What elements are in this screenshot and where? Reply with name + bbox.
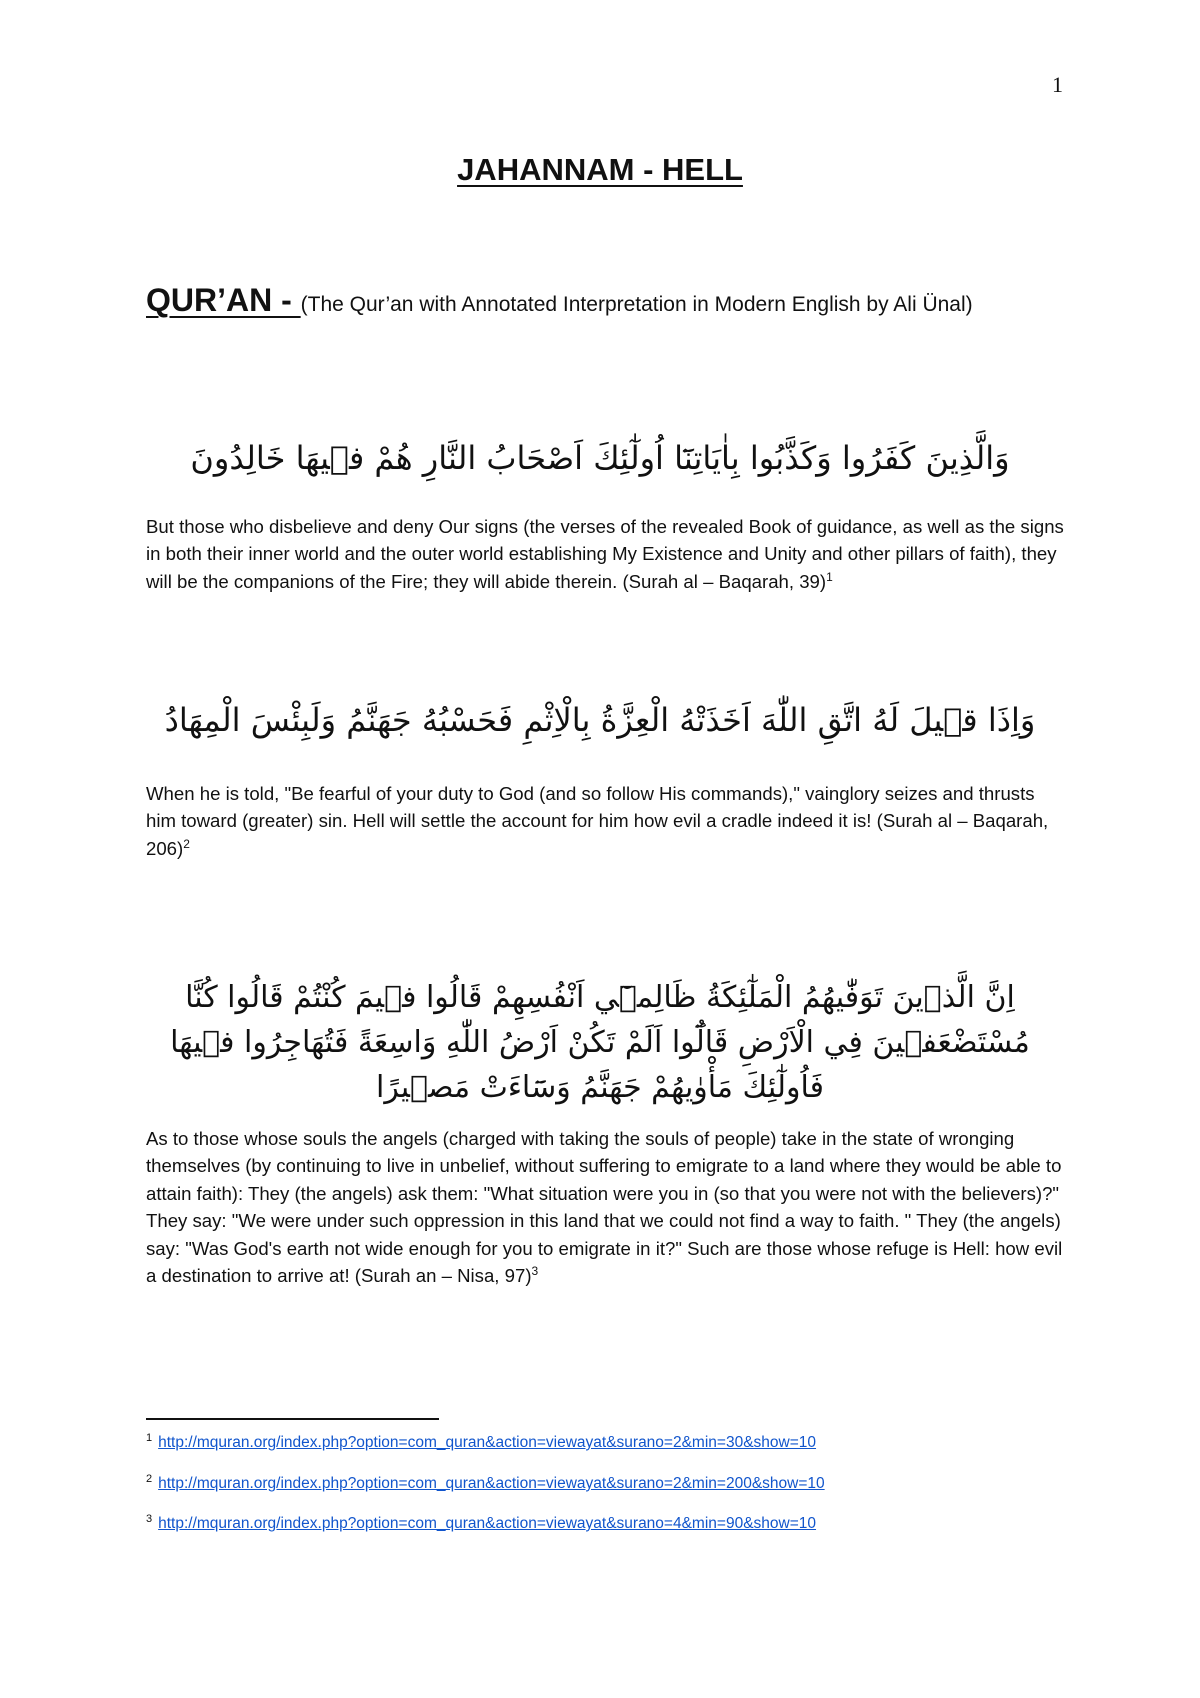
footnote-link-1[interactable]: http://mquran.org/index.php?option=com_quran&action=viewayat&surano=2&min=30&show=10 [158,1434,817,1451]
verse-translation-3 [146,1125,1068,1289]
arabic-verse-3: اِنَّ الَّذ۪ينَ تَوَفّٰيهُمُ الْمَلٰٓئِكَةُ ظَالِم۪ٓي اَنْفُسِهِمْ قَالُوا ف۪يمَ كُنْتُمْ قَالُوا كُنَّا مُسْتَضْعَف۪ينَ فِي الْاَرْضِ قَالُٓوا اَلَمْ تَكُنْ اَرْضُ اللّٰهِ وَاسِعَةً فَتُهَاجِرُوا ف۪يهَا فَاُولٰٓئِكَ مَأْوٰيهُمْ جَهَنَّمُ وَسَٓاءَتْ مَص۪يرًا [170,980,1030,1105]
verse-translation-1 [146,513,1068,595]
footnote-ref-2[interactable]: 2 [183,836,190,851]
section-heading-subtitle: (The Qur’an with Annotated Interpretation in Modern English by Ali Ünal) [300,293,973,316]
document-title-text: JAHANNAM - HELL [457,152,743,187]
footnote-mark-3: 3 [146,1512,153,1525]
document-title [0,150,1200,190]
page-number: 1 [1052,72,1063,97]
footnote-ref-3[interactable]: 3 [531,1263,539,1278]
footnote-link-3[interactable]: http://mquran.org/index.php?option=com_quran&action=viewayat&surano=4&min=90&show=10 [158,1515,817,1532]
section-heading-main: QUR’AN - [146,282,301,318]
verse-translation-1-text: But those who disbelieve and deny Our signs (the verses of the revealed Book of guidance, as well as the signs in both their inner world and the outer world establishing My Existence and Unity and other pillars of faith), they will be the companions of the Fire; they will abide therein. (Surah al – Baqarah, 39) [146,516,1064,592]
footnote-separator [146,1418,439,1420]
arabic-verse-1: وَالَّذِينَ كَفَرُوا وَكَذَّبُوا بِاٰيَاتِنَٓا اُولٰٓئِكَ اَصْحَابُ النَّارِ هُمْ ف۪يهَا خَالِدُونَ [190,439,1010,477]
footnote-link-2[interactable]: http://mquran.org/index.php?option=com_quran&action=viewayat&surano=2&min=200&show=10 [158,1475,825,1492]
arabic-verse-2: وَاِذَا ق۪يلَ لَهُ اتَّقِ اللّٰهَ اَخَذَتْهُ الْعِزَّةُ بِالْاِثْمِ فَحَسْبُهُ جَهَنَّمُ وَلَبِئْسَ الْمِهَادُ [164,701,1036,739]
footnote-mark-2: 2 [146,1472,153,1485]
footnote-1 [146,1432,1106,1454]
footnote-mark-1: 1 [146,1431,153,1444]
verse-translation-3-text: As to those whose souls the angels (charged with taking the souls of people) take in the state of wronging themselves (by continuing to live in unbelief, without suffering to emigrate to a land where they would be able to attain faith): They (the angels) ask them: "What situation were you in (so that you were not with the believers)?" They say: "We were under such oppression in this land that we could not find a way to faith. " They (the angels) say: "Was God's earth not wide enough for you to emigrate in it?" Such are those whose refuge is Hell: how evil a destination to arrive at! (Surah an – Nisa, 97) [146,1128,1063,1287]
footnote-3 [146,1513,1106,1535]
footnote-2 [146,1473,1106,1495]
verse-translation-2 [146,780,1068,862]
section-heading [146,280,1106,327]
verse-translation-2-text: When he is told, "Be fearful of your duty to God (and so follow His commands)," vainglory seizes and thrusts him toward (greater) sin. Hell will settle the account for him how evil a cradle indeed it is! (Surah al – Baqarah, 206) [146,783,1049,859]
footnote-ref-1[interactable]: 1 [826,569,833,584]
